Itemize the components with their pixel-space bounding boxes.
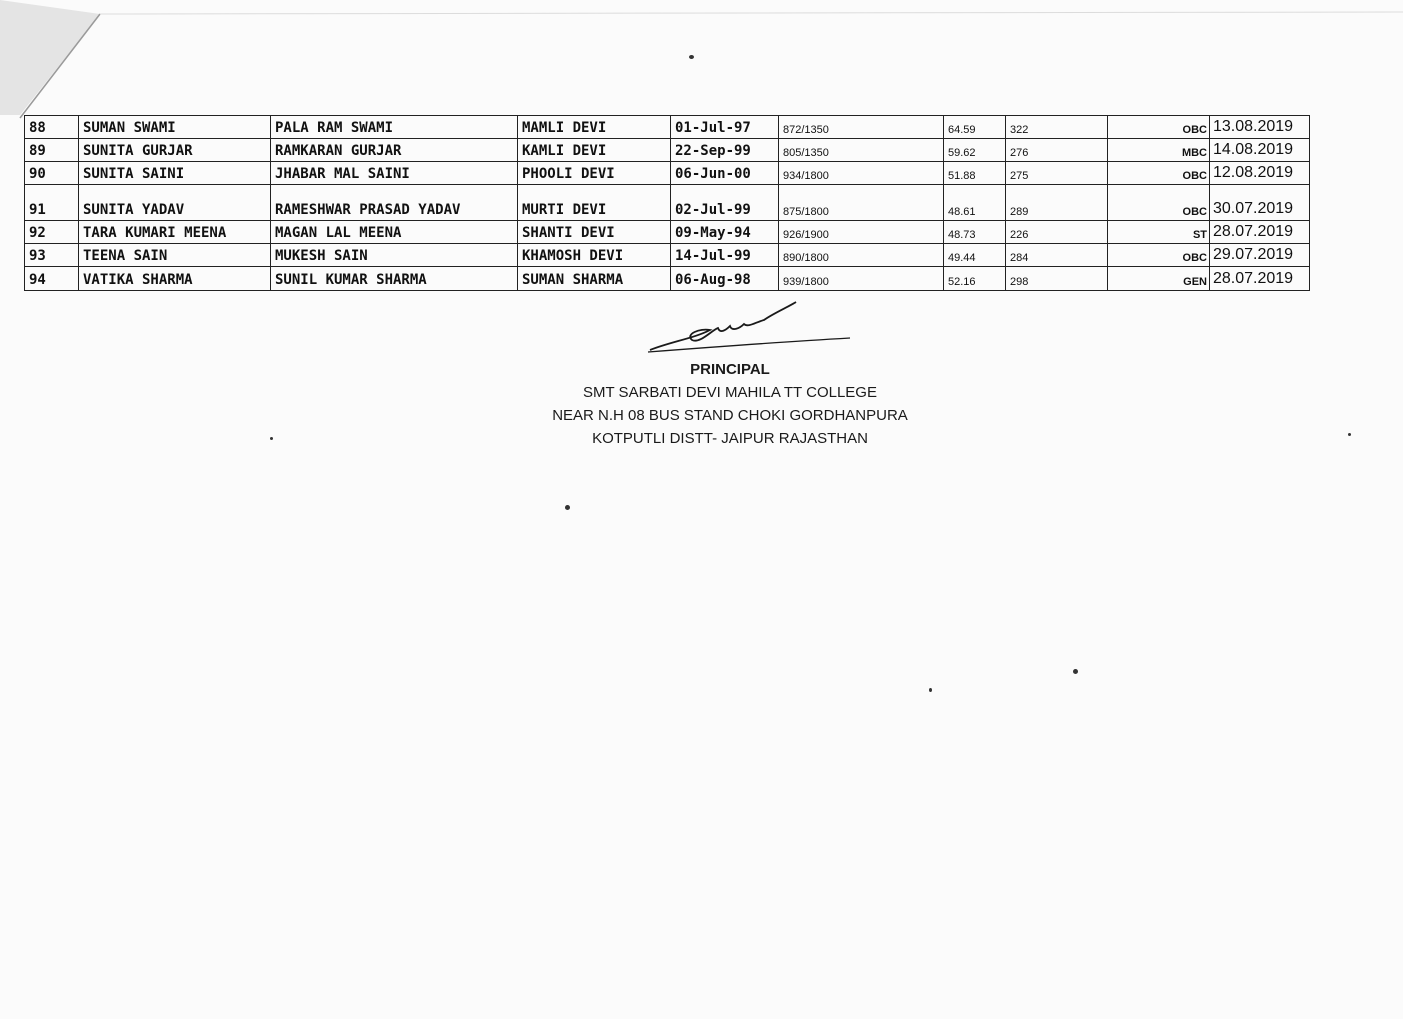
category-cell: OBC bbox=[1108, 162, 1210, 185]
category-cell: OBC bbox=[1108, 244, 1210, 267]
father-name-cell: SUNIL KUMAR SHARMA bbox=[271, 267, 518, 291]
father-name-cell: MAGAN LAL MEENA bbox=[271, 221, 518, 244]
college-address-line-1: NEAR N.H 08 BUS STAND CHOKI GORDHANPURA bbox=[552, 407, 908, 424]
score-cell: 276 bbox=[1006, 139, 1108, 162]
father-name-cell: JHABAR MAL SAINI bbox=[271, 162, 518, 185]
mother-name-cell: KAMLI DEVI bbox=[518, 139, 671, 162]
father-name-cell: RAMKARAN GURJAR bbox=[271, 139, 518, 162]
mother-name-cell: KHAMOSH DEVI bbox=[518, 244, 671, 267]
serial-number-cell: 90 bbox=[25, 162, 79, 185]
table-row bbox=[25, 185, 1310, 221]
father-name-cell: PALA RAM SWAMI bbox=[271, 116, 518, 139]
serial-number-cell: 91 bbox=[25, 185, 79, 221]
student-name-cell: SUNITA YADAV bbox=[79, 185, 271, 221]
percentage-cell: 51.88 bbox=[944, 162, 1006, 185]
marks-cell: 934/1800 bbox=[779, 162, 944, 185]
admission-date-cell: 13.08.2019 bbox=[1210, 116, 1310, 139]
admission-date-cell: 12.08.2019 bbox=[1210, 162, 1310, 185]
student-name-cell: SUNITA GURJAR bbox=[79, 139, 271, 162]
scan-speck bbox=[565, 505, 570, 510]
marks-cell: 875/1800 bbox=[779, 185, 944, 221]
signature-icon bbox=[640, 300, 860, 360]
principal-title: PRINCIPAL bbox=[690, 361, 770, 378]
date-of-birth-cell: 22-Sep-99 bbox=[671, 139, 779, 162]
marks-cell: 939/1800 bbox=[779, 267, 944, 291]
admission-date-cell: 30.07.2019 bbox=[1210, 185, 1310, 221]
college-name: SMT SARBATI DEVI MAHILA TT COLLEGE bbox=[583, 384, 877, 401]
serial-number-cell: 94 bbox=[25, 267, 79, 291]
student-name-cell: TARA KUMARI MEENA bbox=[79, 221, 271, 244]
scan-speck bbox=[689, 55, 694, 59]
student-name-cell: TEENA SAIN bbox=[79, 244, 271, 267]
date-of-birth-cell: 06-Jun-00 bbox=[671, 162, 779, 185]
percentage-cell: 49.44 bbox=[944, 244, 1006, 267]
mother-name-cell: SUMAN SHARMA bbox=[518, 267, 671, 291]
percentage-cell: 59.62 bbox=[944, 139, 1006, 162]
student-name-cell: VATIKA SHARMA bbox=[79, 267, 271, 291]
score-cell: 275 bbox=[1006, 162, 1108, 185]
mother-name-cell: MURTI DEVI bbox=[518, 185, 671, 221]
student-name-cell: SUNITA SAINI bbox=[79, 162, 271, 185]
score-cell: 226 bbox=[1006, 221, 1108, 244]
category-cell: ST bbox=[1108, 221, 1210, 244]
serial-number-cell: 89 bbox=[25, 139, 79, 162]
percentage-cell: 48.61 bbox=[944, 185, 1006, 221]
marks-cell: 872/1350 bbox=[779, 116, 944, 139]
table-row bbox=[25, 116, 1310, 139]
serial-number-cell: 88 bbox=[25, 116, 79, 139]
date-of-birth-cell: 01-Jul-97 bbox=[671, 116, 779, 139]
percentage-cell: 48.73 bbox=[944, 221, 1006, 244]
table-row bbox=[25, 162, 1310, 185]
score-cell: 322 bbox=[1006, 116, 1108, 139]
scan-speck bbox=[929, 688, 932, 692]
college-footer bbox=[430, 358, 1030, 450]
student-name-cell: SUMAN SWAMI bbox=[79, 116, 271, 139]
score-cell: 284 bbox=[1006, 244, 1108, 267]
student-records-table bbox=[24, 115, 1310, 291]
date-of-birth-cell: 02-Jul-99 bbox=[671, 185, 779, 221]
date-of-birth-cell: 06-Aug-98 bbox=[671, 267, 779, 291]
father-name-cell: MUKESH SAIN bbox=[271, 244, 518, 267]
serial-number-cell: 93 bbox=[25, 244, 79, 267]
mother-name-cell: PHOOLI DEVI bbox=[518, 162, 671, 185]
category-cell: OBC bbox=[1108, 116, 1210, 139]
table-row bbox=[25, 139, 1310, 162]
mother-name-cell: SHANTI DEVI bbox=[518, 221, 671, 244]
category-cell: GEN bbox=[1108, 267, 1210, 291]
admission-date-cell: 29.07.2019 bbox=[1210, 244, 1310, 267]
marks-cell: 890/1800 bbox=[779, 244, 944, 267]
table-row bbox=[25, 221, 1310, 244]
date-of-birth-cell: 09-May-94 bbox=[671, 221, 779, 244]
category-cell: MBC bbox=[1108, 139, 1210, 162]
table-row bbox=[25, 244, 1310, 267]
father-name-cell: RAMESHWAR PRASAD YADAV bbox=[271, 185, 518, 221]
date-of-birth-cell: 14-Jul-99 bbox=[671, 244, 779, 267]
score-cell: 289 bbox=[1006, 185, 1108, 221]
percentage-cell: 52.16 bbox=[944, 267, 1006, 291]
category-cell: OBC bbox=[1108, 185, 1210, 221]
admission-date-cell: 28.07.2019 bbox=[1210, 267, 1310, 291]
marks-cell: 805/1350 bbox=[779, 139, 944, 162]
scan-speck bbox=[1348, 433, 1351, 436]
serial-number-cell: 92 bbox=[25, 221, 79, 244]
marks-cell: 926/1900 bbox=[779, 221, 944, 244]
score-cell: 298 bbox=[1006, 267, 1108, 291]
admission-date-cell: 28.07.2019 bbox=[1210, 221, 1310, 244]
scan-speck bbox=[1073, 669, 1078, 674]
table-row bbox=[25, 267, 1310, 291]
admission-date-cell: 14.08.2019 bbox=[1210, 139, 1310, 162]
percentage-cell: 64.59 bbox=[944, 116, 1006, 139]
mother-name-cell: MAMLI DEVI bbox=[518, 116, 671, 139]
scan-speck bbox=[270, 437, 273, 440]
college-address-line-2: KOTPUTLI DISTT- JAIPUR RAJASTHAN bbox=[592, 430, 868, 447]
